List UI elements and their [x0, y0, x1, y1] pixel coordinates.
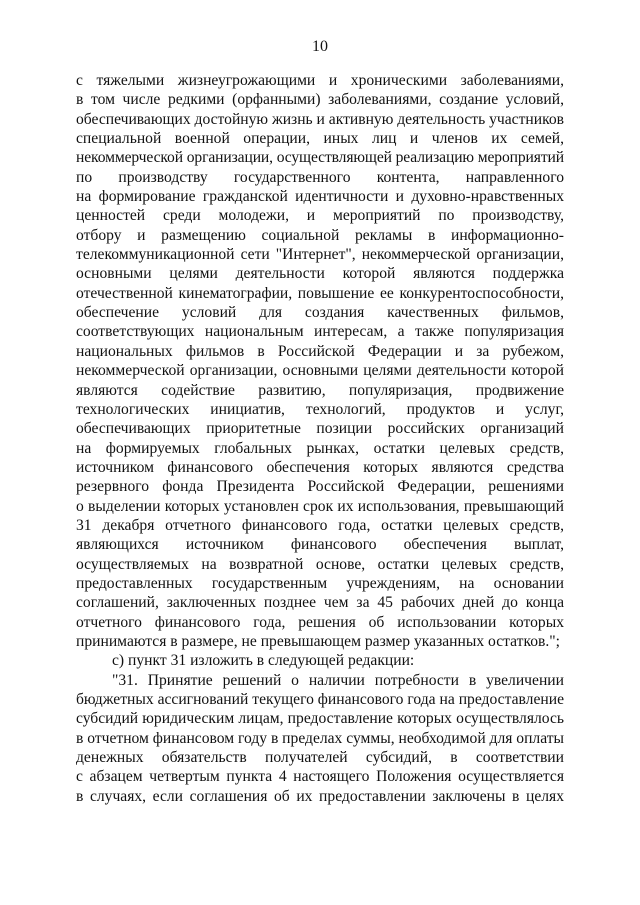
text-line: обеспечивающих приоритетные позиции российских организаций	[76, 420, 564, 438]
text-line: ценностей среди молодежи, и мероприятий по производству,	[76, 207, 564, 225]
text-line: с абзацем четвертым пункта 4 настоящего Положения осуществляется	[76, 768, 564, 786]
text-line: отечественной кинематографии, повышение ее конкурентоспособности,	[76, 284, 564, 302]
text-line: предоставленных государственным учреждениям, на основании	[76, 574, 564, 592]
text-line: отбору и размещению социальной рекламы в информационно-	[76, 226, 564, 244]
text-line: специальной военной операции, иных лиц и членов их семей,	[76, 130, 564, 148]
text-line: некоммерческой организации, осуществляющей реализацию мероприятий	[76, 149, 564, 167]
text-line: основными целями деятельности которой являются поддержка	[76, 265, 564, 283]
text-line: в отчетном финансовом году в пределах суммы, необходимой для оплаты	[76, 729, 564, 747]
text-line: некоммерческой организации, основными целями деятельности которой	[76, 362, 564, 380]
text-line: являются содействие развитию, популяризация, продвижение	[76, 381, 564, 399]
text-line: о выделении которых установлен срок их использования, превышающий	[76, 497, 564, 515]
text-line: в случаях, если соглашения об их предоставлении заключены в целях	[76, 787, 564, 805]
text-line: осуществляемых на возвратной основе, остатки целевых средств,	[76, 555, 564, 573]
text-line: субсидий юридическим лицам, предоставление которых осуществлялось	[76, 710, 564, 728]
text-line: 31 декабря отчетного финансового года, остатки целевых средств,	[76, 516, 564, 534]
page-number: 10	[312, 38, 328, 55]
text-line: принимаются в размере, не превышающем размер указанных остатков.";	[76, 632, 560, 650]
text-line: обеспечивающих достойную жизнь и активную деятельность участников	[76, 110, 564, 128]
text-line: с тяжелыми жизнеугрожающими и хроническими заболеваниями,	[76, 72, 564, 89]
text-line: по производству государственного контента, направленного	[76, 168, 564, 186]
text-line: обеспечение условий для создания качественных фильмов,	[76, 304, 564, 322]
text-line: соответствующих национальным интересам, а также популяризация	[76, 323, 564, 341]
text-line: национальных фильмов в Российской Федерации и за рубежом,	[76, 342, 564, 360]
text-line: денежных обязательств получателей субсидий, в соответствии	[76, 749, 564, 767]
text-line: бюджетных ассигнований текущего финансового года на предоставление	[76, 691, 564, 708]
text-line: на формирование гражданской идентичности и духовно-нравственных	[76, 188, 564, 206]
text-line: технологических инициатив, технологий, продуктов и услуг,	[76, 400, 564, 418]
text-line: являющихся источником финансового обеспечения выплат,	[76, 536, 564, 554]
text-line: отчетного финансового года, решения об использовании которых	[76, 613, 564, 631]
text-line: телекоммуникационной сети "Интернет", некоммерческой организации,	[76, 246, 564, 264]
text-line: на формируемых глобальных рынках, остатки целевых средств,	[76, 439, 564, 457]
text-line: в том числе редкими (орфанными) заболеваниями, создание условий,	[76, 91, 564, 109]
text-line: источником финансового обеспечения которых являются средства	[76, 458, 564, 476]
text-line: "31. Принятие решений о наличии потребности в увеличении	[112, 671, 564, 689]
document-body-text	[76, 71, 564, 806]
text-line: резервного фонда Президента Российской Федерации, решениями	[76, 478, 564, 496]
text-line: с) пункт 31 изложить в следующей редакции:	[112, 652, 415, 670]
text-line: соглашений, заключенных позднее чем за 45 рабочих дней до конца	[76, 594, 564, 612]
